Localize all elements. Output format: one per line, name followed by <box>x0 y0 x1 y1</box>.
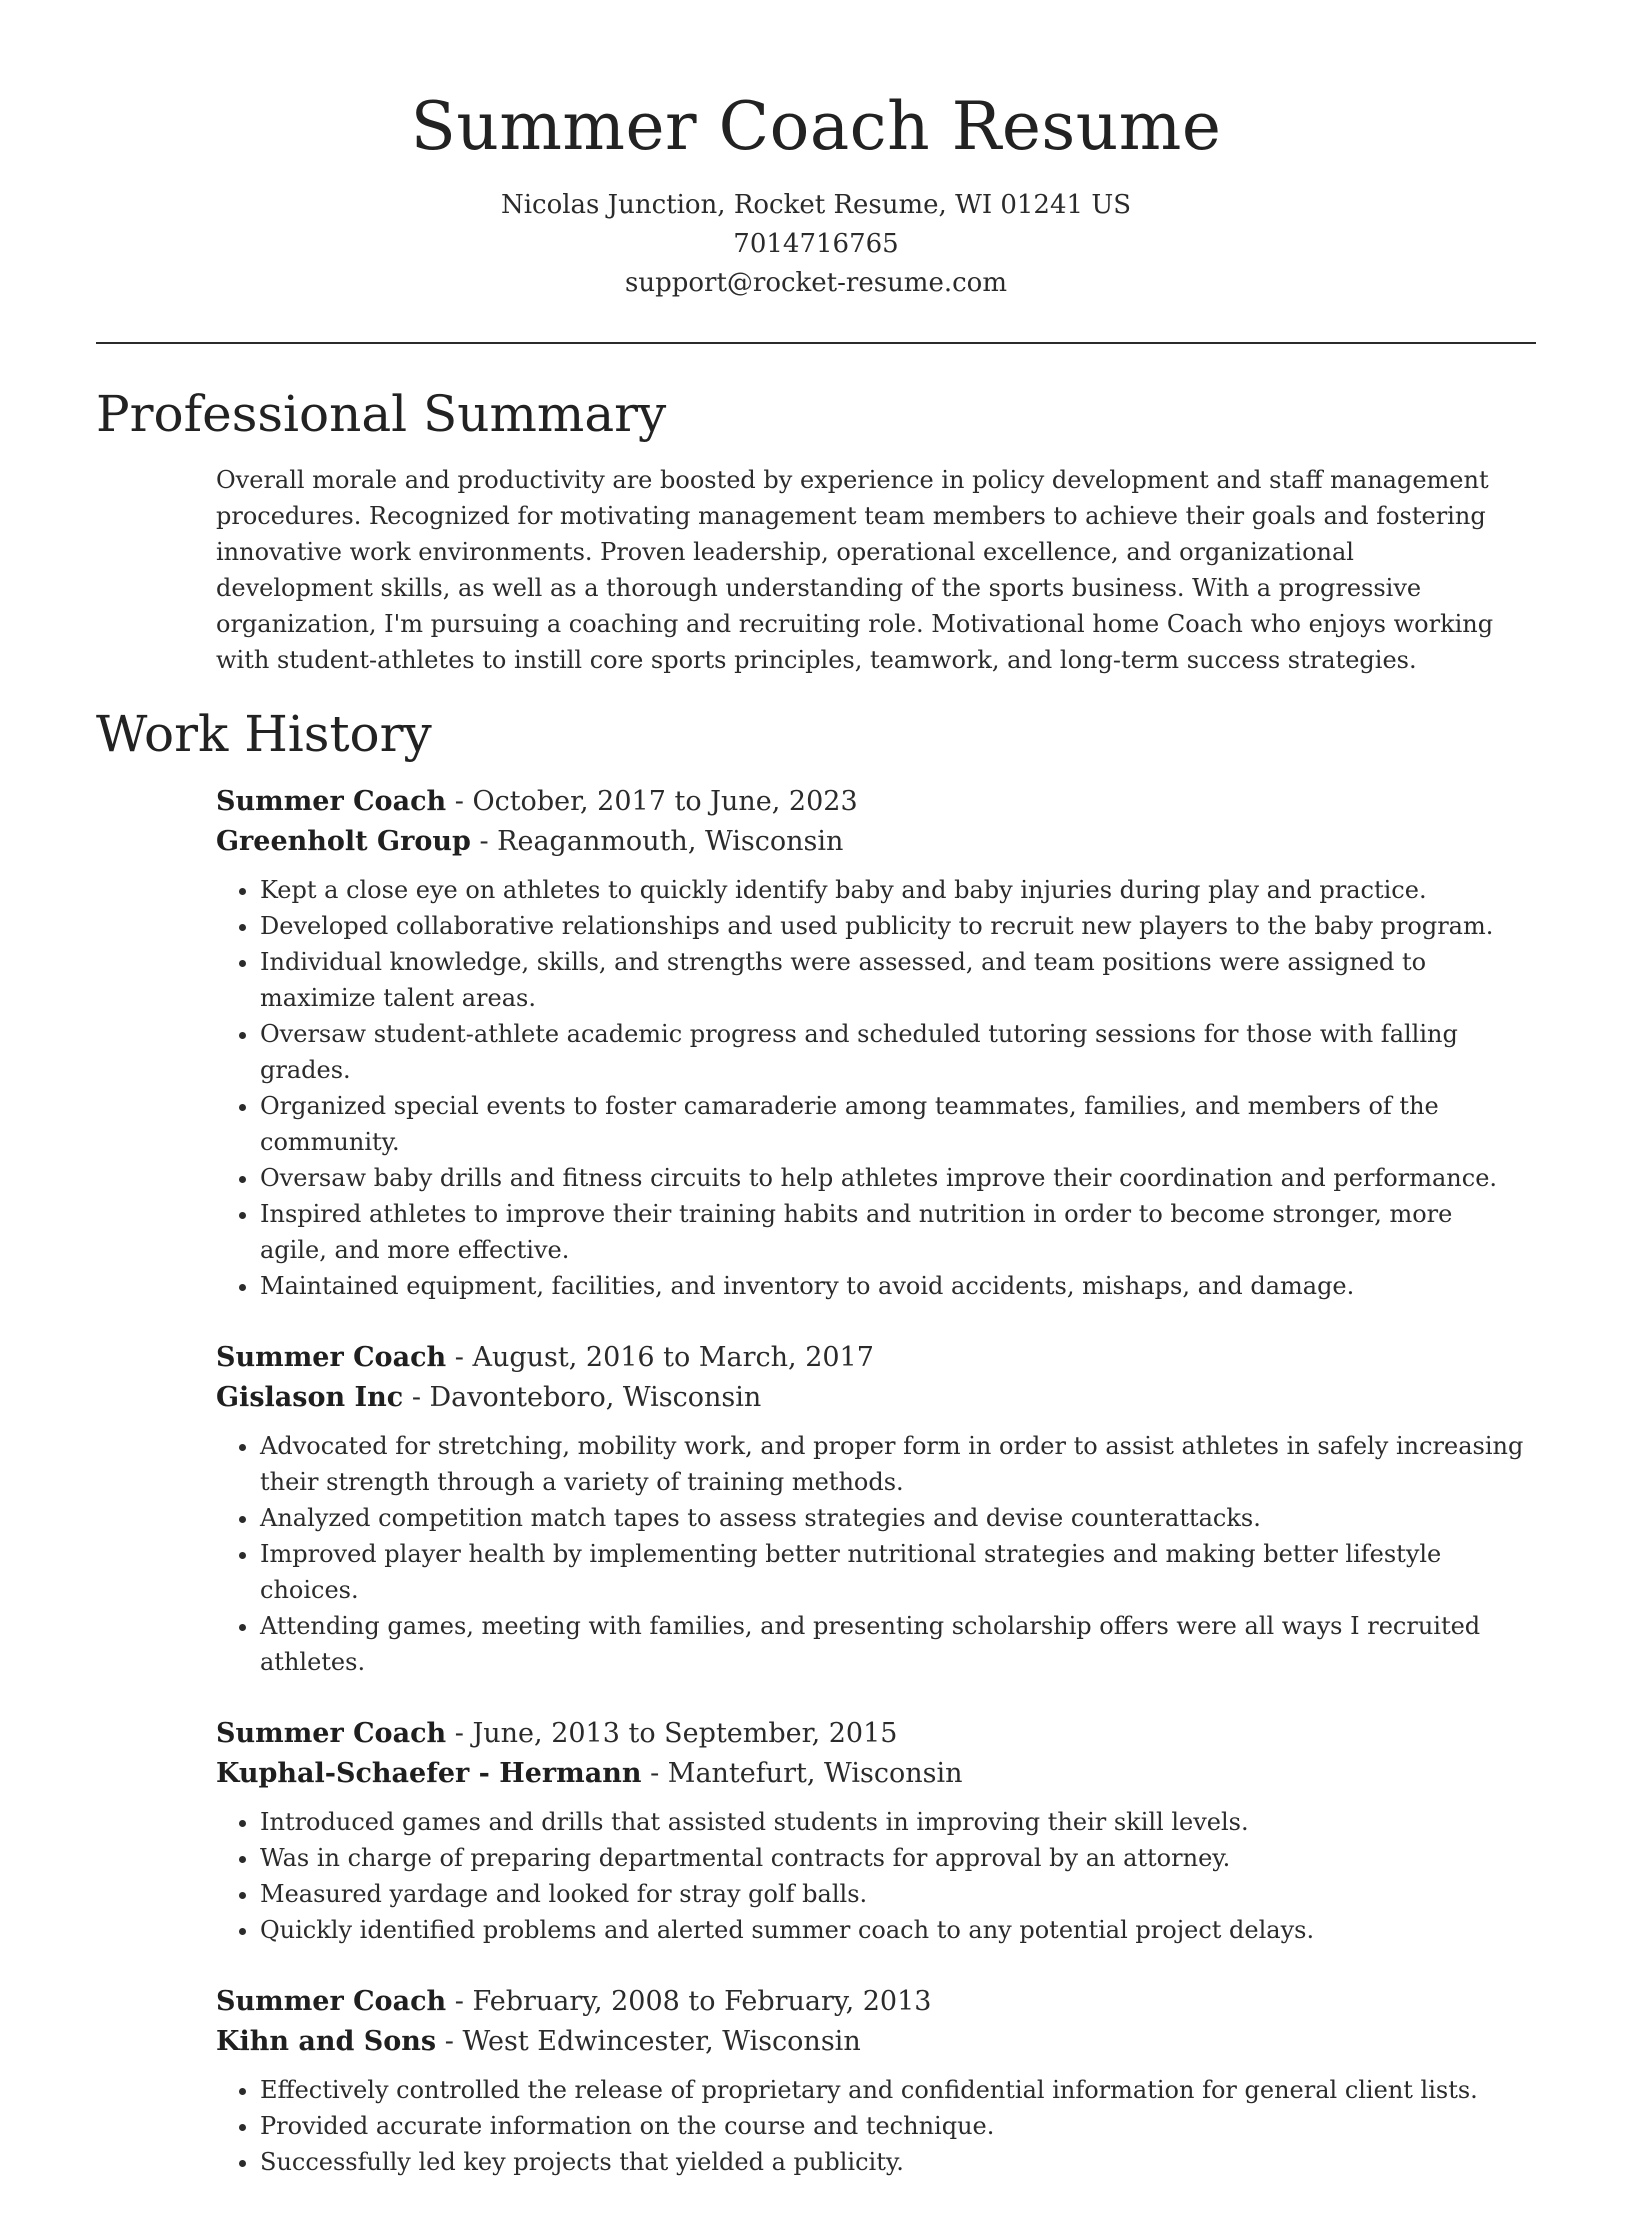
job-title: Summer Coach <box>216 1342 447 1373</box>
job-bullet: • Introduced games and drills that assisted students in improving their skill levels. <box>260 1804 1526 1840</box>
job-company: Greenholt Group <box>216 826 471 857</box>
resume-title: Summer Coach Resume <box>410 88 1222 165</box>
job-company: Kihn and Sons <box>216 2026 437 2057</box>
job-bullet: • Oversaw student-athlete academic progress and scheduled tutoring sessions for those with falling grades. <box>260 1016 1526 1088</box>
job-dates: October, 2017 to June, 2023 <box>472 786 858 817</box>
job-separator: - <box>650 1758 668 1789</box>
work-history-heading: Work History <box>96 705 432 763</box>
job-title: Summer Coach <box>216 1986 447 2017</box>
job-entry <box>216 1982 1526 2180</box>
job-dates: February, 2008 to February, 2013 <box>472 1986 932 2017</box>
job-company-line <box>216 1378 1526 1418</box>
contact-email: support@rocket-resume.com <box>624 268 1007 298</box>
contact-address: Nicolas Junction, Rocket Resume, WI 01241 US <box>500 190 1132 220</box>
job-bullet: • Inspired athletes to improve their training habits and nutrition in order to become stronger, more agile, and more effective. <box>260 1196 1526 1268</box>
job-bullets <box>216 1804 1526 1948</box>
summary-text: Overall morale and productivity are boosted by experience in policy development and staff management procedures. Recognized for motivating management team members to achieve their goals and fostering innovative work environments. Proven leadership, operational excellence, and organizational development skills, as well as a thorough understanding of the sports business. With a progressive organization, I'm pursuing a coaching and recruiting role. Motivational home Coach who enjoys working with student-athletes to instill core sports principles, teamwork, and long-term success strategies. <box>216 466 1494 674</box>
work-history-list <box>216 782 1526 2214</box>
job-bullets <box>216 2072 1526 2180</box>
job-bullet: • Quickly identified problems and alerted summer coach to any potential project delays. <box>260 1912 1526 1948</box>
job-entry <box>216 1714 1526 1948</box>
job-dates: June, 2013 to September, 2015 <box>472 1718 898 1749</box>
job-title-line <box>216 1714 1526 1754</box>
job-location: Reaganmouth, Wisconsin <box>497 826 844 857</box>
job-company-line <box>216 1754 1526 1794</box>
job-company-line <box>216 822 1526 862</box>
job-entry <box>216 782 1526 1304</box>
job-bullet: • Successfully led key projects that yielded a publicity. <box>260 2144 1526 2180</box>
job-separator: - <box>454 1718 473 1749</box>
job-bullet: • Measured yardage and looked for stray golf balls. <box>260 1876 1526 1912</box>
contact-phone: 7014716765 <box>733 229 899 259</box>
header-divider <box>96 342 1536 344</box>
job-bullets <box>216 872 1526 1304</box>
job-title: Summer Coach <box>216 1718 447 1749</box>
job-title-line <box>216 1982 1526 2022</box>
job-location: Davonteboro, Wisconsin <box>429 1382 762 1413</box>
job-separator: - <box>454 786 473 817</box>
job-bullet: • Attending games, meeting with families, and presenting scholarship offers were all ways I recruited athletes. <box>260 1608 1526 1680</box>
job-bullet: • Oversaw baby drills and fitness circuits to help athletes improve their coordination and performance. <box>260 1160 1526 1196</box>
job-title-line <box>216 1338 1526 1378</box>
job-separator: - <box>454 1986 473 2017</box>
job-dates: August, 2016 to March, 2017 <box>472 1342 874 1373</box>
job-bullet: • Advocated for stretching, mobility work, and proper form in order to assist athletes in safely increasing their strength through a variety of training methods. <box>260 1428 1526 1500</box>
job-bullet: • Maintained equipment, facilities, and inventory to avoid accidents, mishaps, and damage. <box>260 1268 1526 1304</box>
job-bullet: • Individual knowledge, skills, and strengths were assessed, and team positions were assigned to maximize talent areas. <box>260 944 1526 1016</box>
job-company-line <box>216 2022 1526 2062</box>
job-separator: - <box>479 826 498 857</box>
job-bullet: • Kept a close eye on athletes to quickly identify baby and baby injuries during play and practice. <box>260 872 1526 908</box>
job-company: Gislason Inc <box>216 1382 404 1413</box>
job-bullet: • Improved player health by implementing better nutritional strategies and making better lifestyle choices. <box>260 1536 1526 1608</box>
job-entry <box>216 1338 1526 1680</box>
job-title: Summer Coach <box>216 786 447 817</box>
job-bullet: • Analyzed competition match tapes to assess strategies and devise counterattacks. <box>260 1500 1526 1536</box>
job-bullet: • Effectively controlled the release of proprietary and confidential information for general client lists. <box>260 2072 1526 2108</box>
job-bullet: • Organized special events to foster camaraderie among teammates, families, and members of the community. <box>260 1088 1526 1160</box>
job-company: Kuphal-Schaefer - Hermann <box>216 1758 642 1789</box>
job-separator: - <box>411 1382 430 1413</box>
job-bullets <box>216 1428 1526 1680</box>
job-bullet: • Was in charge of preparing departmental contracts for approval by an attorney. <box>260 1840 1526 1876</box>
contact-block <box>0 186 1632 303</box>
job-separator: - <box>454 1342 473 1373</box>
job-title-line <box>216 782 1526 822</box>
resume-header <box>0 0 1632 303</box>
job-location: Mantefurt, Wisconsin <box>667 1758 963 1789</box>
job-bullet: • Provided accurate information on the course and technique. <box>260 2108 1526 2144</box>
job-bullet: • Developed collaborative relationships and used publicity to recruit new players to the baby program. <box>260 908 1526 944</box>
job-separator: - <box>444 2026 463 2057</box>
summary-heading: Professional Summary <box>96 385 667 443</box>
job-location: West Edwincester, Wisconsin <box>462 2026 861 2057</box>
